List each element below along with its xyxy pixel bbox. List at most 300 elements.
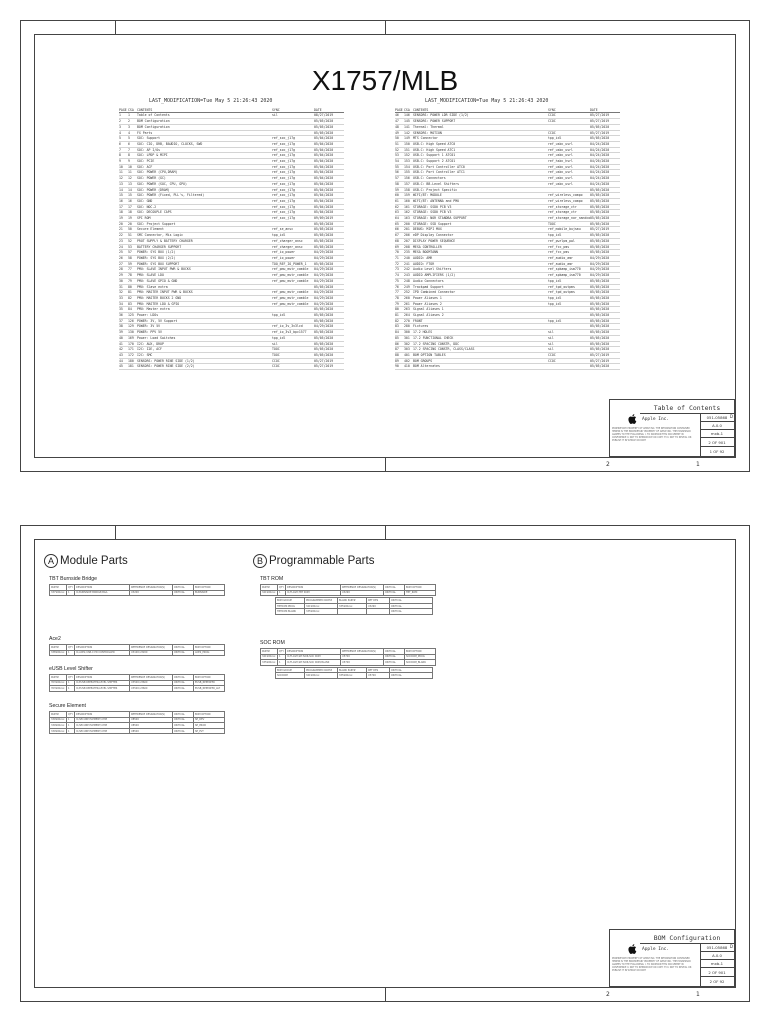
toc-cell: 90 [395,364,399,369]
parts-table [49,674,225,692]
parts-table-row [50,650,225,656]
part-group-title: Secure Element [49,703,86,709]
toc-cell: 8 [119,153,121,158]
toc-cell: BOM OPTION TABLES [413,352,446,357]
toc-cell: Secure Element [137,227,164,232]
toc-cell: ref_fcc_pms [548,244,570,249]
toc-cell: 48 [395,124,399,129]
parts-table-cell: QTY [279,649,284,653]
toc-cell: tpp_idl [548,301,562,306]
toc-cell: 05/05/2020 [590,318,610,323]
toc-cell: USB-C: Connectors [413,176,446,181]
parts-table-cell: 1 [67,680,75,686]
toc-cell: 47 [395,119,399,124]
parts-table-cell: SOCROM [276,673,305,679]
parts-table-cell: 341S00xxx [305,603,338,609]
part-group-title: SOC ROM [260,640,285,646]
toc-cell: PMU: SLAVE GPIO & GND [137,278,178,283]
toc-cell [272,319,314,324]
parts-table-cell: CRITICAL [173,686,194,692]
toc-cell: 20 [128,221,132,226]
title-block-header [612,401,613,404]
toc-cell: ref_soc_j17g [272,164,296,169]
toc-cell: 12 [128,176,132,181]
toc-cell: 208 [404,244,410,249]
toc-cell: 05/05/2020 [314,313,334,318]
parts-table-cell: IC,BURNSIDE BRIDGE,BGA [75,590,130,596]
toc-cell: 87 [395,347,399,352]
toc-cell: SOC: POWER (GC) [137,176,166,181]
toc-header-cell: PAGE [119,107,127,112]
parts-table-cell: 1 [278,590,286,596]
toc-cell: 05/05/2020 [590,324,610,329]
section-module-parts [44,554,128,568]
toc-cell: tpp_idl [272,233,286,238]
parts-table-cell: U5700 [341,654,384,660]
toc-cell: 57 [395,176,399,181]
toc-cell: CCOC [548,130,556,135]
toc-cell: sil [548,341,554,346]
parts-table-cell: PART# [50,585,67,591]
parts-table-cell: QTY [68,585,73,589]
toc-cell: 05/05/2020 [590,221,610,226]
toc-cell: SOC: POWER (Fixed, PLL's, Filtered) [137,193,205,198]
toc-cell: 200 [404,221,410,226]
toc-cell: STORAGE: SSD0 PCB V3 [413,210,452,215]
parts-table-cell [367,609,390,615]
toc-cell: tpp_idl [548,295,562,300]
parts-table-cell: CRITICAL [390,673,433,679]
part-group-title: Ace2 [49,636,61,642]
toc-cell [272,119,314,124]
toc-cell: 29 [119,273,123,278]
toc-cell: ref_soc_j17g [272,136,296,141]
parts-table-cell: 335S00xxx [338,603,367,609]
toc-cell: Signal Aliases 2 [413,313,444,318]
toc-cell: 05/04/2020 [314,198,334,203]
parts-table-cell: BOM GROUP [276,598,305,604]
toc-cell: 157 [404,181,410,186]
toc-cell: 28 [119,267,123,272]
toc-cell: 34 [119,301,123,306]
zone-number: 1 [696,991,700,998]
toc-cell: 33 [119,295,123,300]
toc-cell: 04/24/2020 [590,147,610,152]
parts-table-cell: DESCRIPTION [75,712,130,718]
parts-table-cell: U5700 [367,673,390,679]
toc-cell: 180 [128,358,134,363]
parts-table-cell: CRITICAL [173,723,194,729]
page-title: X1757/MLB [311,65,459,96]
toc-cell: 13 [128,181,132,186]
zone-number: 2 [606,461,610,468]
toc-cell [548,324,590,329]
toc-cell: ref_pmu_mstr_comble [272,290,309,295]
toc-cell: 59 [128,261,132,266]
toc-cell [548,364,590,369]
toc-cell: 10 [128,164,132,169]
parts-table-cell: CRITICAL [173,728,194,734]
toc-cell: SOC: NOC-2 [137,204,157,209]
parts-table-cell: PART# [50,675,67,681]
zone-number: 2 [606,991,610,998]
toc-cell: 252 [404,290,410,295]
toc-cell: SENSORS: POWER RINE SIDE (2/2) [137,364,195,369]
toc-cell: 05/05/2020 [590,193,610,198]
toc-cell: 05/05/2020 [590,244,610,249]
toc-cell: 129 [128,324,134,329]
board-name: mxb-1 [700,959,734,968]
toc-cell: 68 [395,238,399,243]
parts-table-cell: IC,SECURE ELEMENT,CHIP [75,728,130,734]
toc-cell: FRONT [413,318,423,323]
toc-cell: 04/29/2020 [590,273,610,278]
toc-cell: ref_soc_j17g [272,181,296,186]
parts-table-cell: DESCRIPTION [286,649,341,655]
toc-cell: 2 [119,119,121,124]
toc-cell: 15 [128,193,132,198]
toc-cell: 88 [395,352,399,357]
title-block-divider [700,413,734,456]
toc-cell: 24 [119,244,123,249]
toc-cell: 05/05/2020 [590,238,610,243]
toc-cell: 05/05/2020 [590,124,610,129]
toc-cell: 05/05/2020 [314,307,334,312]
toc-cell: ref_wireless_compo [548,198,583,203]
part-group-title: eUSB Level Shifter [49,666,93,672]
toc-cell: 42 [119,347,123,352]
toc-cell: DISPLAY POWER SEQUENCE [413,238,456,243]
parts-table-cell: QTY [279,585,284,589]
toc-cell: ref_io_power [272,250,296,255]
parts-table-cell: EUSB_REPEATER_ALT [194,686,225,692]
parts-table-cell: DESCRIPTION [75,675,130,681]
toc-cell: MTS Connector [413,136,438,141]
parts-table-cell: REF DES [367,667,390,673]
parts-table-row [50,686,225,692]
toc-cell: 72 [395,261,399,266]
toc-header-cell: CONTENTS [413,107,429,112]
toc-cell: tpp_idl [272,313,286,318]
toc-cell: ref_soc_j17g [272,170,296,175]
toc-cell: CCOC [548,358,556,363]
toc-cell: 05/04/2020 [314,204,334,209]
parts-table-cell: BOM OPTION [405,649,436,655]
parts-table-cell: 1 [67,723,75,729]
toc-cell: sil [272,113,278,118]
toc-cell: ref_audio_amr [548,255,573,260]
toc-cell: 161 [404,204,410,209]
toc-cell [548,188,590,193]
toc-cell: 04/29/2020 [314,324,334,329]
toc-cell: WIFI/BT: MODULE [413,193,442,198]
toc-cell: ref_pmu_mstr_comble [272,273,309,278]
toc-cell: ref_pwrlpm_pwl [548,238,575,243]
toc-cell: 04/29/2020 [314,250,334,255]
toc-cell: 17 [119,204,123,209]
toc-cell: 05/27/2019 [590,130,610,135]
toc-cell: AUDIO: FTOR [413,261,435,266]
toc-header-cell: SYNC [272,107,280,112]
sheet-of: 1 OF 92 [700,446,734,457]
toc-cell: 270 [404,318,410,323]
toc-cell: 153 [404,159,410,164]
toc-cell: 05/27/2019 [590,352,610,357]
toc-cell: 150 [404,141,410,146]
toc-cell: SOC: POWER (DRAM) [137,187,170,192]
toc-cell: 05/05/2020 [590,198,610,203]
toc-cell: 74 [395,273,399,278]
parts-table-cell: BOM OPTION [194,712,225,718]
toc-cell: 130 [128,330,134,335]
toc-cell: 04/29/2020 [314,278,334,283]
toc-cell: SOC: Project Support [137,221,176,226]
toc-cell: 163 [404,216,410,221]
toc-cell: SOC: POWER (SOC, CPU, GPU) [137,181,187,186]
toc-cell: 05/27/2019 [590,119,610,124]
toc-cell: 7 [128,147,130,152]
toc-cell: 162 [404,210,410,215]
toc-cell: 05/04/2020 [314,164,334,169]
zone-number: 1 [696,461,700,468]
toc-cell: PMU: MASTER BUCKS 2 GND [137,295,182,300]
zone-tick [385,458,386,471]
toc-cell: 7 [119,147,121,152]
toc-cell: 169 [128,335,134,340]
toc-cell: 84 [128,307,132,312]
toc-cell: 66 [395,227,399,232]
apple-logo-icon [628,944,637,954]
toc-cell: ref_io_3v3_bpc1577 [272,330,307,335]
parts-table-cell: BLANK PART# [338,598,367,604]
toc-cell: 78 [128,273,132,278]
parts-table-cell: EUSB_REPEATER [194,680,225,686]
toc-cell: STORAGE: NOR STANDBA SUPPORT [413,216,467,221]
toc-cell: ref_soc_j17g [272,204,296,209]
toc-cell: ref_storage_ctr [548,204,577,209]
toc-cell: 15 [119,193,123,198]
toc-cell: 77 [128,267,132,272]
toc-cell: sil [548,335,554,340]
toc-cell: 05/05/2020 [314,244,334,249]
toc-cell: PROT SUPPLY & BATTERY CHARGER [137,238,193,243]
toc-cell: 149 [404,136,410,141]
toc-cell: USB-C: BB-Level Shifters [413,181,460,186]
toc-cell: 75 [395,278,399,283]
toc-cell: USB-C: Project Specific [413,187,458,192]
toc-cell: 05/05/2020 [314,284,334,289]
toc-cell: 79 [128,278,132,283]
parts-table-cell: REFERENCE DESIGNATOR(S) [130,675,173,681]
toc-cell: ref_soc_j17g [272,147,296,152]
toc-cell: 81 [128,290,132,295]
toc-cell: 13 [119,181,123,186]
toc-cell: 3 [119,124,121,129]
title-block [609,929,735,987]
parts-table-cell: IC,ACE2,USB-C PD CONTROLLER [75,650,130,656]
toc-cell: 17.2 SPACING CONSTR, DDC [413,341,460,346]
toc-cell: 05/05/2020 [590,210,610,215]
toc-cell: BOM Configuration [137,124,170,129]
toc-cell: eDP Display Connector [413,233,454,238]
toc-cell: ref_soc_j17g [272,216,296,221]
parts-table-cell: CRITICAL [173,585,194,591]
toc-cell: SOC: ACF [137,164,153,169]
toc-cell: MESA CONTROLLER [413,244,442,249]
toc-cell: Audio Level Shifters [413,267,452,272]
toc-cell: 05/04/2020 [314,170,334,175]
parts-table-cell: IC,SECURE ELEMENT,CHIP [75,723,130,729]
toc-cell: 5 [128,136,130,141]
parts-table-cell: U3290 [341,590,384,596]
toc-cell: 05/05/2020 [590,187,610,192]
parts-table [260,584,436,596]
toc-cell: 05/27/2019 [590,113,610,118]
parts-table-cell: 337S00xxx [50,590,67,596]
toc-cell: ref_fcc_pms [548,250,570,255]
legal-notice: PROPRIETARY PROPERTY OF APPLE INC. THE INFORMATION CONTAINED HEREIN IS THE PROPRIETARY PROPERTY OF APPLE INC. THE POSSESSOR AGREES TO THE FOLLOWING: I. TO MAINTAIN THIS DOCUMENT IN CONFIDENCE II. NOT TO REPRODUCE OR COPY IT III. NOT TO REVEAL OR PUBLISH IT IN WHOLE OR PART [612,427,692,442]
sheet-of: 2 OF 92 [700,976,734,987]
parts-table-cell: CRITICAL [173,712,194,718]
toc-cell: ref_hsbc_hsrl [548,159,573,164]
toc-cell: AUDIO: AMR [413,255,433,260]
parts-table-cell: IC,EUSB REPEATER,LEVEL SHIFTER [75,680,130,686]
toc-cell: 36 [119,313,123,318]
parts-table-cell: BURNSIDE [194,590,225,596]
parts-table-cell: IC,FLASH,SPI NOR,SOC ROM,BLANK [286,660,341,666]
toc-cell: ref_pmu_mstr_comble [272,295,309,300]
toc-cell: 241 [404,261,410,266]
parts-table [260,648,436,666]
toc-cell: ref_usbc_usrl [548,147,573,152]
toc-cell: ref_tpd_outpms [548,284,575,289]
toc-cell: 301 [404,335,410,340]
parts-table-cell: CRITICAL [173,675,194,681]
parts-table-row [50,728,225,734]
toc-cell: ref_soc_j17g [272,141,296,146]
toc-cell: 56 [395,170,399,175]
parts-table-cell: CRITICAL [390,598,433,604]
schematic-sheet-2 [20,525,750,1002]
toc-cell: 05/27/2019 [314,358,334,363]
toc-cell: 73 [395,267,399,272]
parts-table-cell: DESCRIPTION [286,585,341,591]
parts-table [49,711,225,734]
toc-cell: 50 [128,227,132,232]
toc-cell: 12 [119,176,123,181]
toc-cell: STORAGE: SSD Support [413,221,452,226]
toc-cell: SENSORS: MOTION [413,130,442,135]
toc-cell: 171 [128,347,134,352]
toc-header-cell: PAGE [395,107,403,112]
toc-cell: ref_mobile_bujsmu [548,227,581,232]
section-programmable-parts [253,554,374,568]
parts-table-cell: U3500,U3600 [130,680,173,686]
parts-table-cell: 1 [67,686,75,692]
toc-cell: 05/05/2020 [314,119,334,124]
toc-cell: 151 [404,147,410,152]
toc-cell: 05/04/2020 [314,181,334,186]
parts-table [49,584,225,596]
toc-cell [548,307,590,312]
toc-cell: 303 [404,347,410,352]
section-title: Programmable Parts [269,555,375,567]
parts-table-cell: CRITICAL [390,667,433,673]
toc-row [119,364,344,370]
parts-table-cell: 341S00xxx [261,654,278,660]
section-letter: A [44,554,58,568]
parts-table [49,644,225,656]
parts-table-cell: 339S00xxx [50,723,67,729]
parts-table-cell: IC,SECURE ELEMENT,CHIP [75,717,130,723]
parts-table-cell: 339S00xxx [50,717,67,723]
toc-cell: 05/04/2020 [314,153,334,158]
sheet-page: 2 OF 901 [700,437,734,447]
toc-cell: 53 [395,153,399,158]
toc-cell: 9 [119,159,121,164]
toc-cell: USB-C: Support 2 ATC01 [413,159,456,164]
toc-cell: ref_spkamp_ism770 [548,273,581,278]
toc-cell: 41 [119,341,123,346]
toc-cell: 240 [404,255,410,260]
toc-cell: POWER: SYS BUX (2/2) [137,255,176,260]
toc-cell: 05/05/2020 [590,136,610,141]
company-name: Apple Inc. [642,417,670,422]
part-group-title: TBT Burnside Bridge [49,576,98,582]
toc-cell: SOC: Support [137,136,161,141]
toc-cell: 04/29/2020 [314,290,334,295]
revision: A.0.0 [700,421,734,430]
toc-cell: ref_usbc_usrl [548,170,573,175]
toc-cell: Table of Contents [137,113,170,118]
toc-cell: POWER: PPV 5V [137,330,162,335]
toc-cell: USB-C: Support 1 ATC01 [413,153,456,158]
toc-cell: Power Aliases 2 [413,301,442,306]
parts-table-cell: 1 [67,717,75,723]
parts-table-cell: 1 [278,654,286,660]
toc-cell: ref_audio_amr [548,261,573,266]
toc-cell: 80 [395,307,399,312]
parts-table-cell: REFERENCE DESIGNATOR(S) [130,585,173,591]
toc-cell [272,285,314,290]
toc-cell: 05/05/2020 [590,290,610,295]
title-block-title: Table of Contents [640,403,734,414]
toc-cell: DEBUG: MIPI MUX [413,227,442,232]
parts-table-cell: 1 [278,660,286,666]
toc-cell: 11 [119,170,123,175]
company-name: Apple Inc. [642,947,670,952]
parts-table-cell: 335S00xxx [261,660,278,666]
toc-cell: 38 [119,324,123,329]
toc-cell: 04/24/2020 [590,176,610,181]
toc-cell: ref_soc_j17g [272,159,296,164]
toc-cell: 67 [395,233,399,238]
toc-cell: 64 [395,216,399,221]
toc-cell: 09/09/2019 [314,216,334,221]
toc-cell: ref_io_power [272,255,296,260]
parts-table-cell: DESCRIPTION [75,645,130,651]
toc-cell: 05/05/2020 [314,221,334,226]
toc-cell: Thermal: Thermal [413,124,444,129]
parts-table-cell: SE_PROD [194,723,225,729]
parts-table-cell: 341S00xxx [261,590,278,596]
toc-cell: ref_io_3v_3v3lcd [272,324,303,329]
toc-cell: I2C: AUX, DROP [137,341,164,346]
toc-cell: 59 [395,187,399,192]
toc-cell: 78 [395,295,399,300]
toc-cell: FX Parts [137,130,153,135]
toc-cell: 40 [119,335,123,340]
